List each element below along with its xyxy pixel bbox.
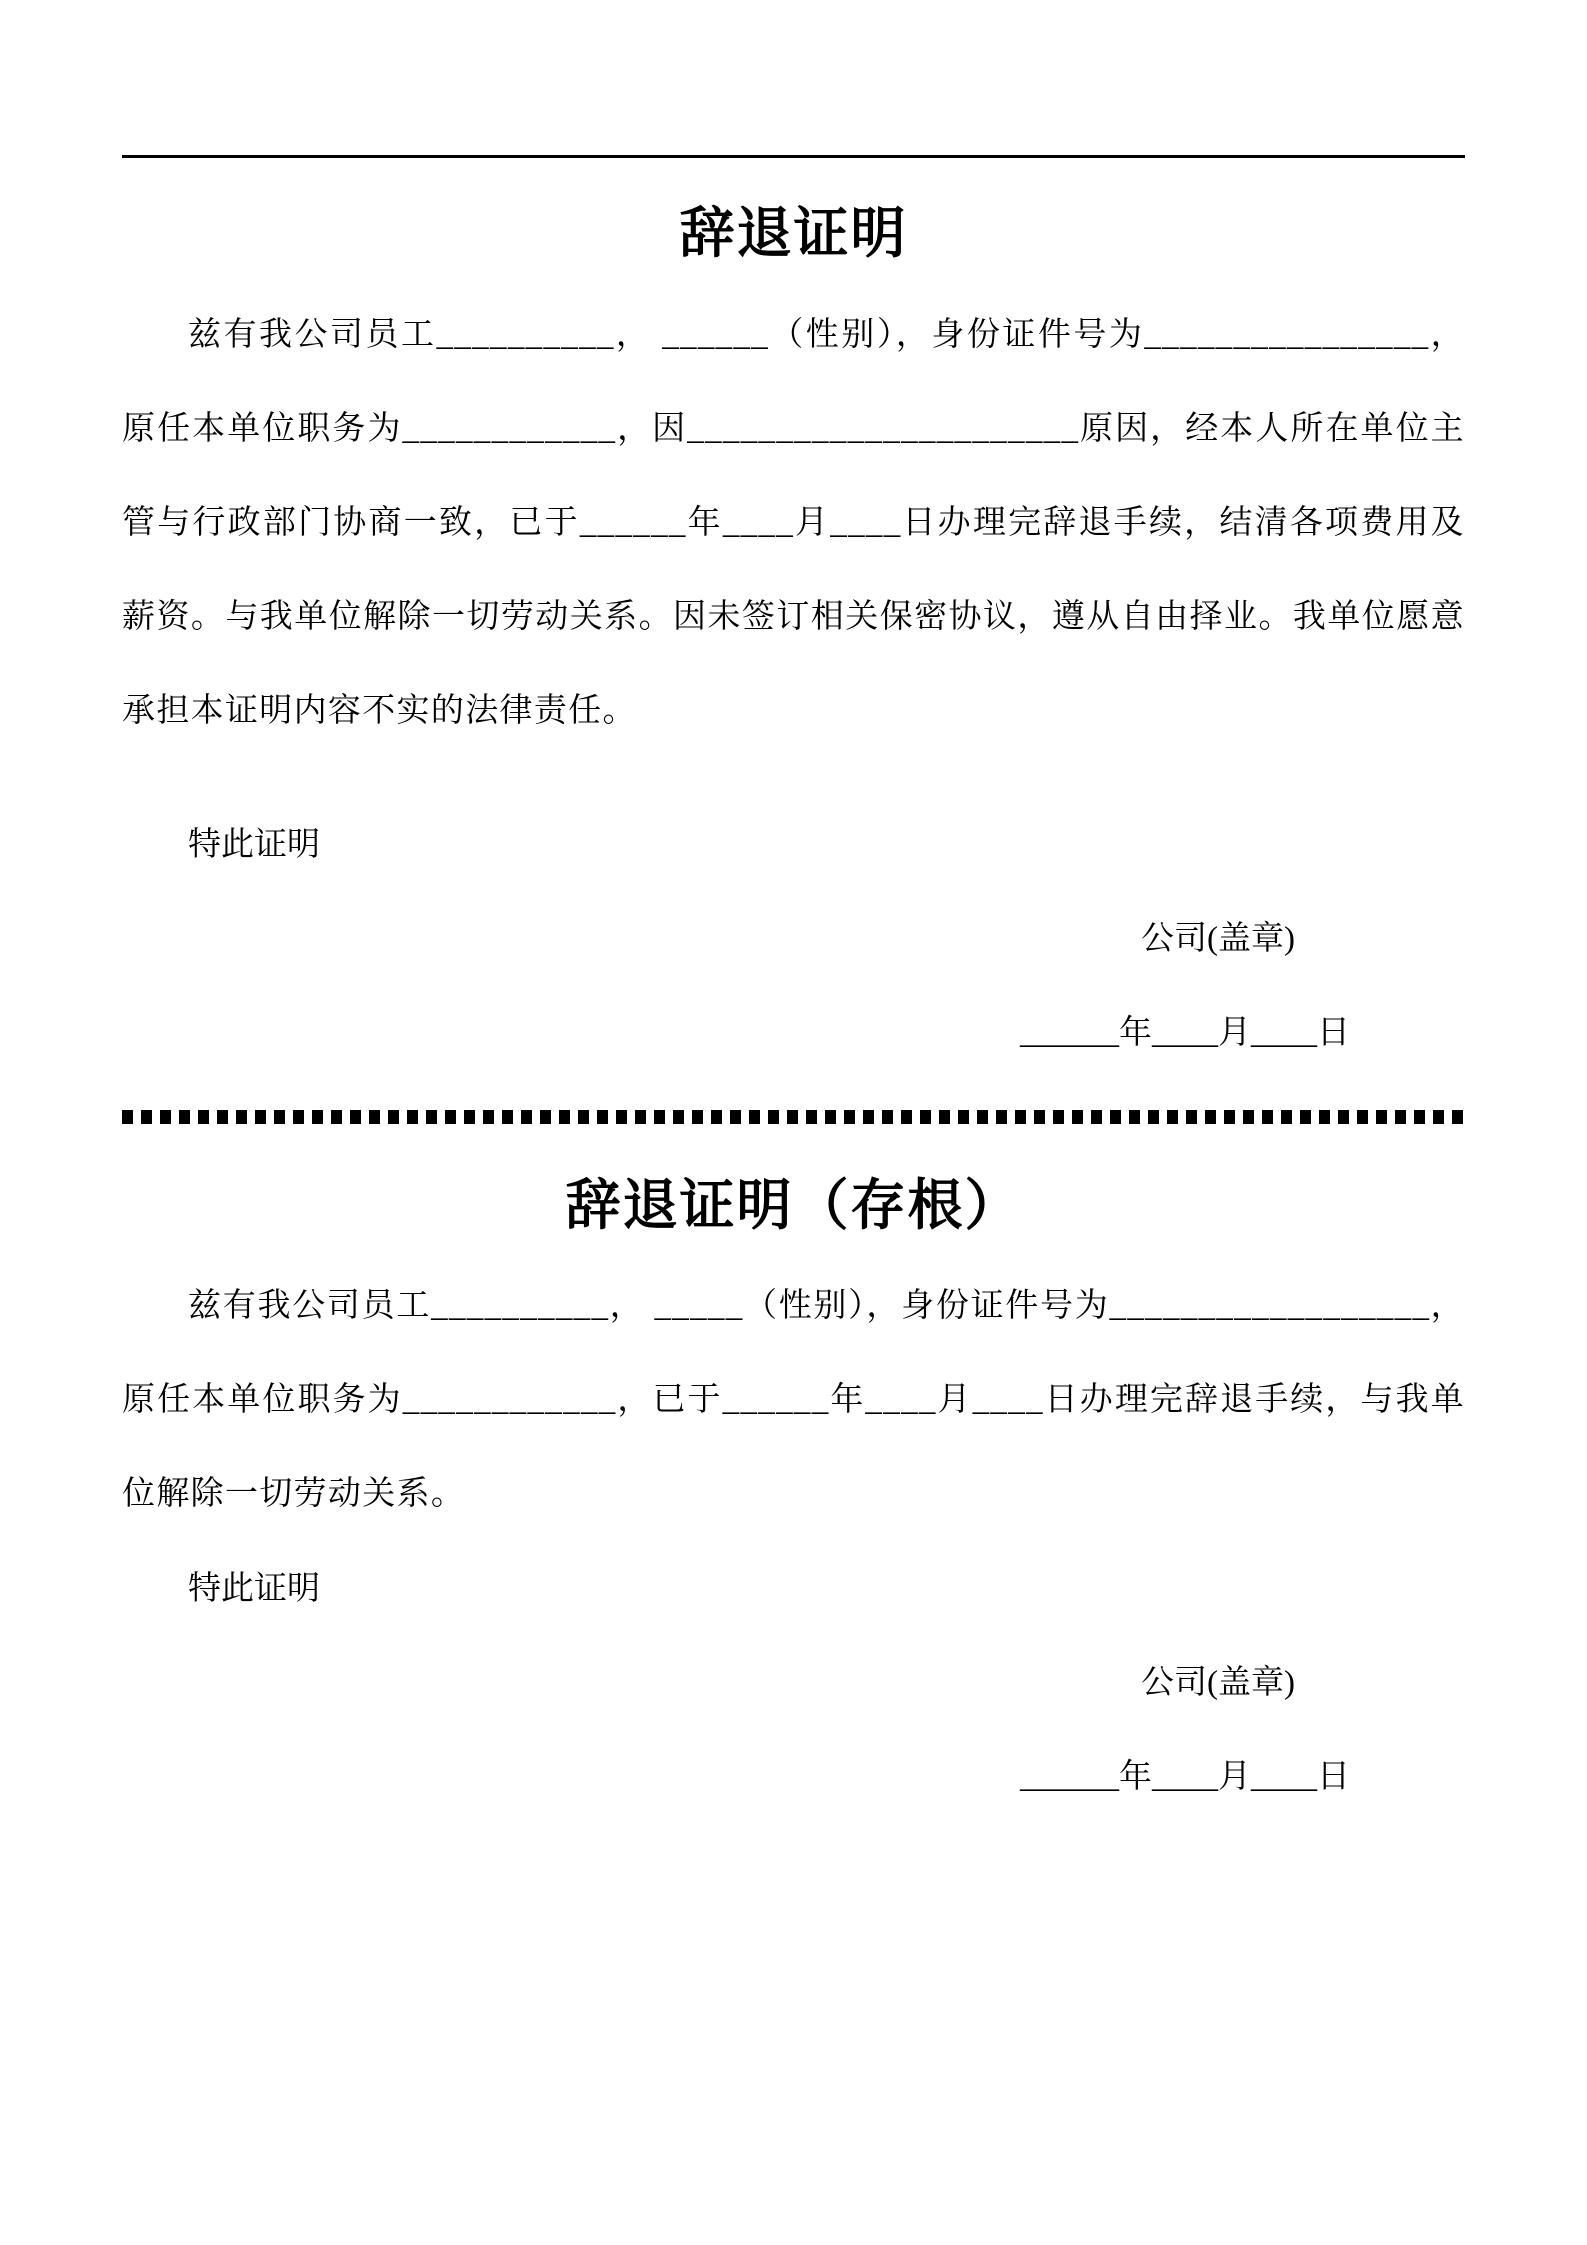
certificate-section [122, 198, 1465, 1080]
stub-title: 辞退证明（存根） [565, 1174, 1022, 1236]
stub-section [122, 1170, 1465, 1824]
certificate-attest-line: 特此证明 [188, 826, 320, 863]
stub-body-paragraph: 兹有我公司员工__________， _____（性别），身份证件号为__________________，原任本单位职务为____________，已于______年____月____日办理完辞退手续，与我单位解除一切劳动关系。 [122, 1288, 1465, 1513]
dotted-cut-divider [122, 1110, 1465, 1124]
certificate-body-paragraph: 兹有我公司员工__________， ______（性别），身份证件号为________________，原任本单位职务为____________，因______________________原因，经本人所在单位主管与行政部门协商一致，已于______年____月____日办理完辞退手续，结清各项费用及薪资。与我单位解除一切劳动关系。因未签订相关保密协议，遵从自由择业。我单位愿意承担本证明内容不实的法律责任。 [122, 316, 1465, 729]
top-border-rule [122, 155, 1465, 158]
certificate-date-line: ______年____月____日 [1020, 1014, 1350, 1051]
stub-attest-line: 特此证明 [188, 1570, 320, 1607]
stub-company-seal-line: 公司(盖章) [1141, 1664, 1295, 1701]
certificate-company-seal-line: 公司(盖章) [1141, 920, 1295, 957]
certificate-title: 辞退证明 [679, 203, 908, 264]
stub-date-line: ______年____月____日 [1020, 1758, 1350, 1795]
